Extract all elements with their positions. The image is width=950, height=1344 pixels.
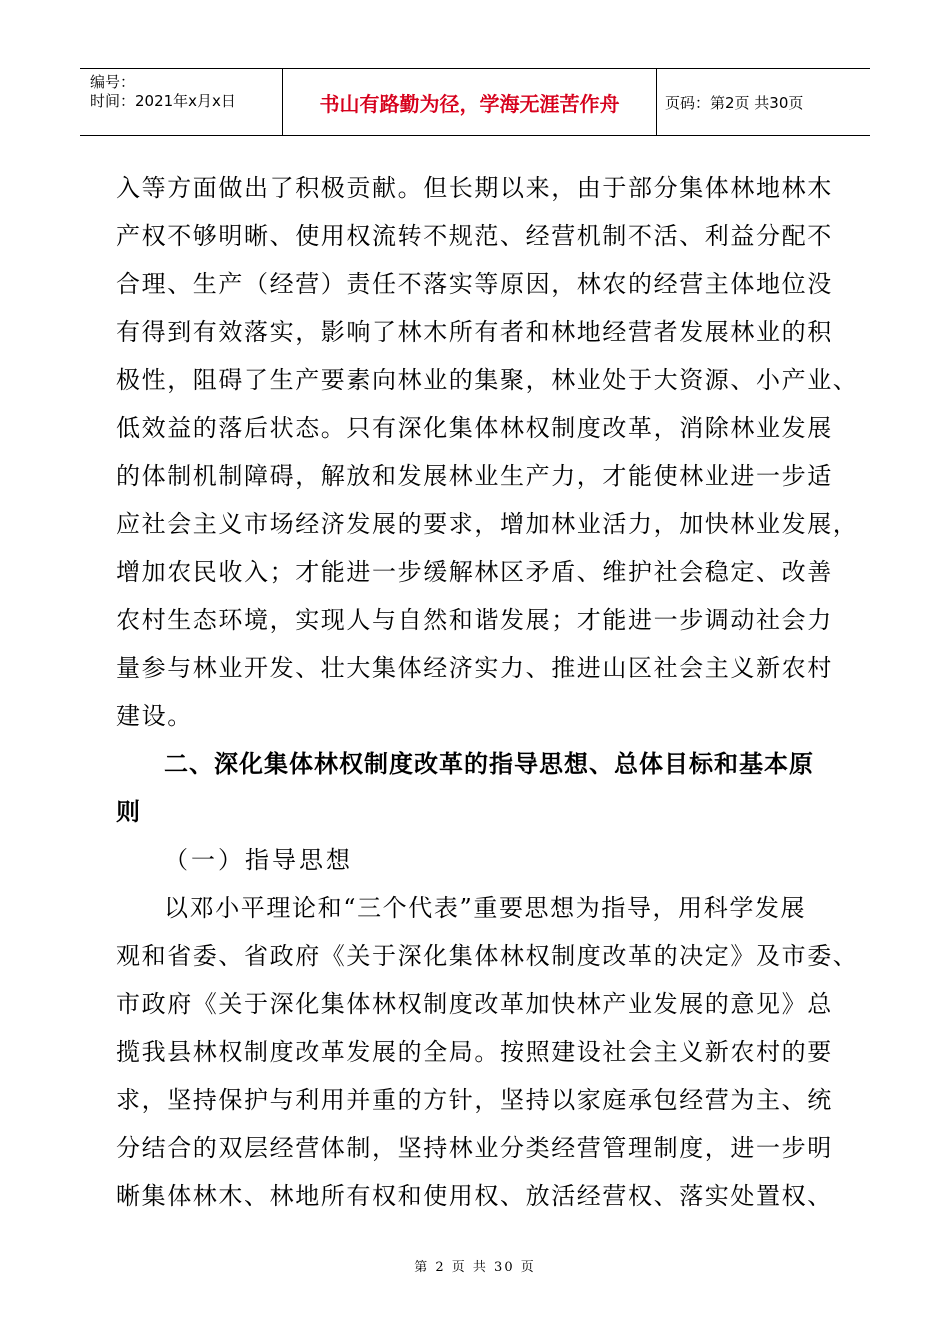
page-header — [80, 68, 870, 136]
para2-line: 市政府《关于深化集体林权制度改革加快林产业发展的意见》总 — [116, 990, 833, 1018]
number-label: 编号： — [90, 73, 136, 91]
document-body — [116, 164, 859, 1220]
header-motto: 书山有路勤为径，学海无涯苦作舟 — [283, 69, 657, 135]
body-line: 的体制机制障碍，解放和发展林业生产力，才能使林业进一步适 — [116, 462, 833, 490]
body-line: 应社会主义市场经济发展的要求，增加林业活力，加快林业发展， — [116, 510, 859, 538]
para2-line: 晰集体林木、林地所有权和使用权、放活经营权、落实处置权、 — [116, 1182, 833, 1210]
date-label: 时间：2021年x月x日 — [90, 92, 236, 110]
para2-line: 求，坚持保护与利用并重的方针，坚持以家庭承包经营为主、统 — [116, 1086, 833, 1114]
body-line: 合理、生产（经营）责任不落实等原因，林农的经营主体地位没 — [116, 270, 833, 298]
section-heading-cont: 则 — [116, 798, 141, 826]
body-line: 有得到有效落实，影响了林木所有者和林地经营者发展林业的积 — [116, 318, 833, 346]
header-page-info: 页码：第2页 共30页 — [665, 93, 804, 112]
para2-line: 以邓小平理论和“三个代表”重要思想为指导，用科学发展 — [164, 894, 807, 922]
body-line: 增加农民收入；才能进一步缓解林区矛盾、维护社会稳定、改善 — [116, 558, 833, 586]
section-heading: 二、深化集体林权制度改革的指导思想、总体目标和基本原 — [164, 750, 814, 778]
subheading: （一）指导思想 — [164, 846, 353, 874]
body-line: 极性，阻碍了生产要素向林业的集聚，林业处于大资源、小产业、 — [116, 366, 859, 394]
body-line: 农村生态环境，实现人与自然和谐发展；才能进一步调动社会力 — [116, 606, 833, 634]
page-footer: 第 2 页 共 30 页 — [414, 1260, 536, 1275]
body-line: 建设。 — [116, 702, 193, 730]
body-line: 量参与林业开发、壮大集体经济实力、推进山区社会主义新农村 — [116, 654, 833, 682]
body-line: 入等方面做出了积极贡献。但长期以来，由于部分集体林地林木 — [116, 174, 833, 202]
header-meta — [80, 69, 283, 135]
para2-line: 揽我县林权制度改革发展的全局。按照建设社会主义新农村的要 — [116, 1038, 833, 1066]
body-line: 低效益的落后状态。只有深化集体林权制度改革，消除林业发展 — [116, 414, 833, 442]
para2-line: 观和省委、省政府《关于深化集体林权制度改革的决定》及市委、 — [116, 942, 859, 970]
body-line: 产权不够明晰、使用权流转不规范、经营机制不活、利益分配不 — [116, 222, 833, 250]
para2-line: 分结合的双层经营体制，坚持林业分类经营管理制度，进一步明 — [116, 1134, 833, 1162]
